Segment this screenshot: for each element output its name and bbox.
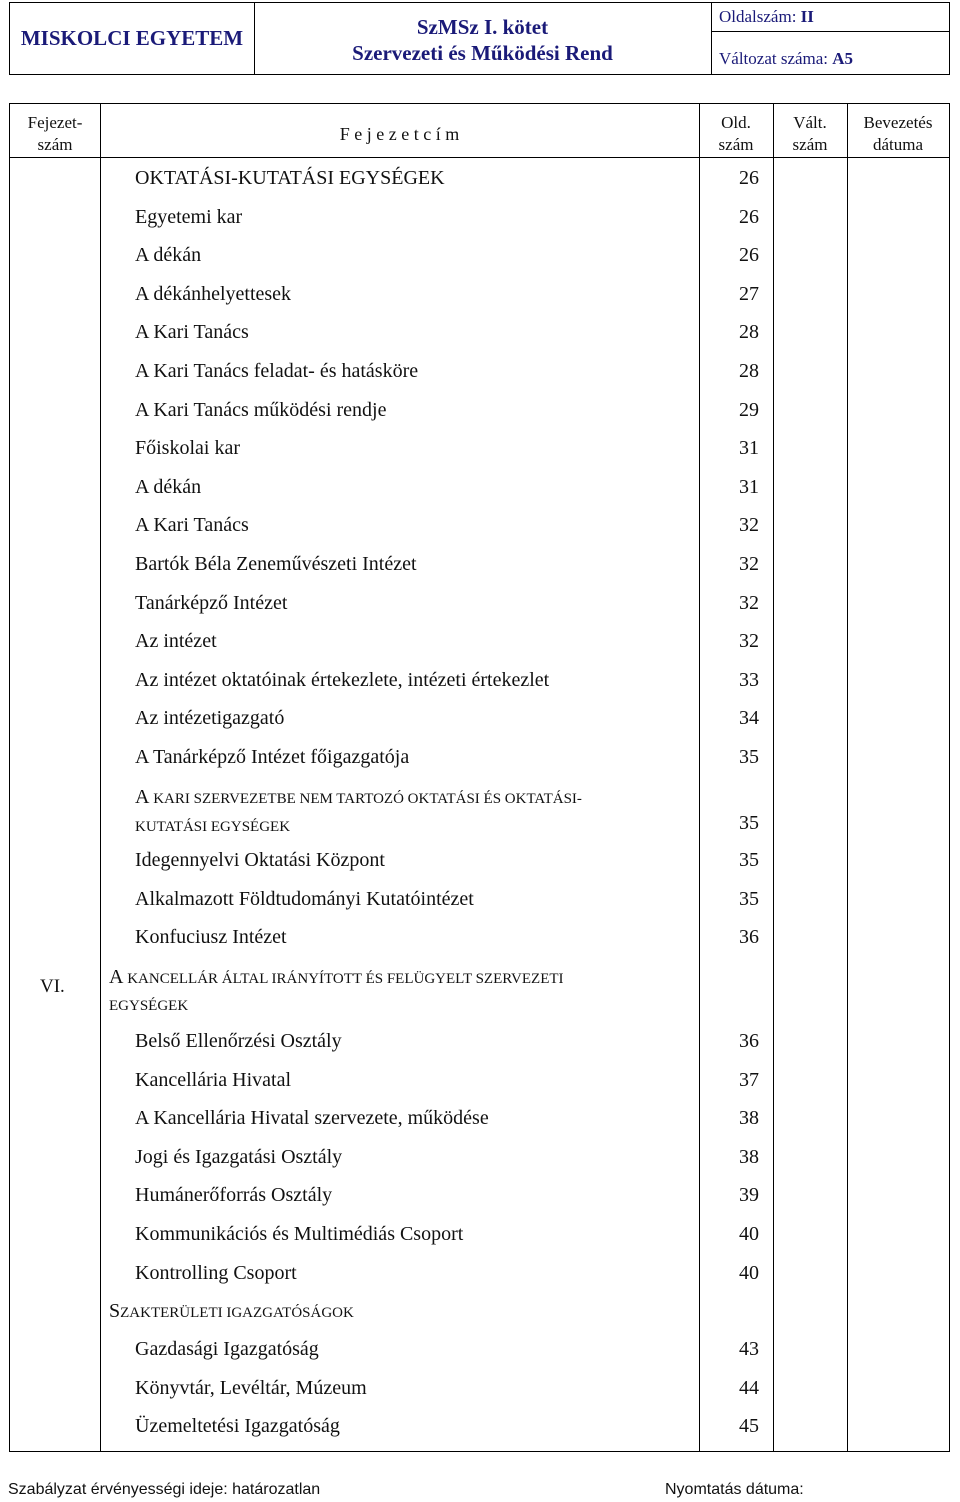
- toc-entry-page: 43: [739, 1338, 759, 1360]
- toc-entry[interactable]: [135, 1376, 765, 1402]
- toc-entry-page: 35: [739, 812, 759, 834]
- toc-entry-title: Az intézetigazgató: [135, 707, 285, 730]
- version-number: [711, 48, 949, 70]
- version-number-value: A5: [832, 49, 854, 68]
- page-number-label: Oldalszám:: [719, 7, 801, 26]
- toc-entry[interactable]: [135, 1337, 765, 1363]
- toc-entry[interactable]: [135, 1183, 765, 1209]
- toc-entry-initial: O: [135, 167, 150, 189]
- toc-entry-title: Idegennyelvi Oktatási Központ: [135, 849, 385, 871]
- footer-validity: Szabályzat érvényességi ideje: határozatlan: [8, 1481, 321, 1498]
- document-title: [254, 3, 712, 74]
- toc-entry[interactable]: [135, 552, 765, 578]
- toc-entry[interactable]: [135, 475, 765, 501]
- toc-entry-page: 28: [739, 360, 759, 382]
- toc-entry-page: 29: [739, 398, 759, 421]
- toc-entry[interactable]: [135, 1029, 765, 1055]
- toc-entry-page: 34: [739, 707, 759, 730]
- toc-entry-title-line2: [109, 992, 188, 1018]
- toc-entry[interactable]: [135, 1068, 765, 1094]
- toc-entry-page: 27: [739, 282, 759, 305]
- toc-entry-title: Alkalmazott Földtudományi Kutatóintézet: [135, 887, 474, 910]
- toc-entry-title: Főiskolai kar: [135, 437, 240, 460]
- toc-entry[interactable]: [135, 436, 765, 462]
- version-number-label: Változat száma:: [719, 49, 833, 68]
- column-header-title: F e j e z e t c í m: [339, 124, 460, 144]
- document-title-volume: SzMSz I. kötet: [416, 15, 549, 39]
- toc-entry-title: A Kancellária Hivatal szervezete, működése: [135, 1107, 489, 1130]
- column-header-version-line1: Vált.: [793, 113, 827, 132]
- toc-entry[interactable]: [135, 1145, 765, 1171]
- toc-entry[interactable]: [135, 1222, 765, 1248]
- toc-entry-title-line1: [135, 785, 582, 811]
- column-divider: [847, 104, 848, 1451]
- toc-entry[interactable]: [135, 745, 765, 771]
- toc-entry-chancellor-units[interactable]: [109, 965, 749, 1017]
- toc-entry-title: Az intézet oktatóinak értekezlete, intézeti értekezlet: [135, 668, 550, 691]
- toc-entry[interactable]: [135, 166, 765, 192]
- toc-entry-smallcaps: KARI SZERVEZETBE NEM TARTOZÓ OKTATÁSI ÉS OKTATÁSI-: [149, 791, 582, 807]
- toc-entry-initial: A: [135, 786, 150, 808]
- page-number-value: II: [800, 7, 814, 26]
- toc-entry[interactable]: [135, 1414, 765, 1440]
- toc-entry-title: A Kari Tanács: [135, 321, 249, 344]
- toc-entry-smallcaps: KANCELLÁR ÁLTAL IRÁNYÍTOTT ÉS FELÜGYELT SZERVEZETI: [123, 971, 564, 987]
- toc-entry-title: Humánerőforrás Osztály: [135, 1184, 333, 1207]
- toc-entry[interactable]: [135, 243, 765, 269]
- toc-entry-title: Konfuciusz Intézet: [135, 926, 287, 949]
- toc-entry-page: 35: [739, 746, 759, 768]
- toc-entry-title-line1: [109, 965, 564, 991]
- toc-entry-page: 33: [739, 668, 759, 691]
- toc-entry-title: Kancellária Hivatal: [135, 1068, 292, 1091]
- toc-entry-page: 36: [739, 926, 759, 949]
- toc-entry-title: Üzemeltetési Igazgatóság: [135, 1415, 340, 1438]
- toc-entry-page: 32: [739, 553, 759, 575]
- university-name: MISKOLCI EGYETEM: [10, 3, 255, 74]
- toc-entry-title: A Tanárképző Intézet főigazgatója: [135, 746, 410, 768]
- toc-entry-smallcaps: KTATÁSI-KUTATÁSI EGYSÉGEK: [149, 167, 445, 189]
- toc-entry[interactable]: [135, 398, 765, 424]
- toc-entry-title: A dékán: [135, 475, 202, 498]
- toc-entry-title: Könyvtár, Levéltár, Múzeum: [135, 1376, 367, 1399]
- toc-entry-smallcaps: KUTATÁSI EGYSÉGEK: [135, 819, 291, 835]
- toc-entry-title: Egyetemi kar: [135, 205, 243, 228]
- toc-entry[interactable]: [135, 205, 765, 231]
- toc-entry-title: Az intézet: [135, 630, 217, 653]
- toc-entry[interactable]: [135, 887, 765, 913]
- column-header-chapter-line2: szám: [37, 135, 73, 154]
- toc-entry-title: Belső Ellenőrzési Osztály: [135, 1030, 342, 1052]
- toc-entry-smallcaps: ZAKTERÜLETI IGAZGATÓSÁGOK: [120, 1305, 354, 1321]
- toc-entry-page: 35: [739, 849, 759, 871]
- toc-entry[interactable]: [135, 320, 765, 346]
- toc-entry[interactable]: [135, 848, 765, 874]
- toc-entry-title: Jogi és Igazgatási Osztály: [135, 1145, 343, 1168]
- column-header-page: [699, 112, 773, 156]
- toc-entry-page: 28: [739, 321, 759, 344]
- toc-entry-title: Gazdasági Igazgatóság: [135, 1338, 319, 1360]
- page-number: [711, 3, 949, 32]
- column-header-intro-line1: Bevezetés: [863, 113, 933, 132]
- toc-entry-page: 44: [739, 1376, 759, 1399]
- column-header-page-line1: Old.: [721, 113, 751, 132]
- column-header-chapter-line1: Fejezet-: [27, 113, 83, 132]
- toc-entry-title: [109, 1299, 354, 1325]
- column-header-version-line2: szám: [792, 135, 828, 154]
- document-meta: [711, 3, 949, 74]
- toc-entry-page: 31: [739, 475, 759, 498]
- toc-entry-title: [135, 166, 445, 190]
- toc-entry-title: Bartók Béla Zeneművészeti Intézet: [135, 553, 417, 575]
- toc-entry[interactable]: [135, 706, 765, 732]
- toc-entry-page: 32: [739, 514, 759, 537]
- toc-entry-page: 26: [739, 167, 759, 189]
- toc-entry[interactable]: [135, 629, 765, 655]
- toc-entry[interactable]: [135, 513, 765, 539]
- toc-entry-title: A dékán: [135, 244, 202, 267]
- toc-entry-page: 32: [739, 591, 759, 614]
- toc-entry[interactable]: [135, 1261, 765, 1287]
- toc-entry-directorates[interactable]: [109, 1299, 749, 1325]
- toc-entry-title: Kontrolling Csoport: [135, 1261, 297, 1284]
- toc-entry-title-line2: [135, 813, 290, 839]
- toc-entry-nonfaculty-units[interactable]: [135, 785, 765, 841]
- column-header-page-line2: szám: [718, 135, 754, 154]
- toc-entry-page: 35: [739, 887, 759, 910]
- column-divider: [773, 104, 774, 1451]
- toc-entry-page: 40: [739, 1261, 759, 1284]
- toc-entry-title: Tanárképző Intézet: [135, 591, 288, 614]
- toc-entry-page: 26: [739, 205, 759, 228]
- toc-entry-initial: S: [109, 1300, 121, 1322]
- toc-entry-page: 26: [739, 244, 759, 267]
- toc-entry-page: 45: [739, 1415, 759, 1438]
- toc-entry-title: A Kari Tanács feladat- és hatásköre: [135, 360, 419, 382]
- column-header-version: [773, 112, 847, 156]
- toc-entry[interactable]: [135, 668, 765, 694]
- footer-print-date: Nyomtatás dátuma:: [665, 1481, 804, 1498]
- toc-entry[interactable]: [135, 1106, 765, 1132]
- toc-entry-smallcaps: EGYSÉGEK: [109, 998, 189, 1014]
- column-header-intro-line2: dátuma: [872, 135, 924, 154]
- toc-entry-page: 37: [739, 1068, 759, 1091]
- toc-entry-title: A dékánhelyettesek: [135, 282, 292, 305]
- chapter-number: VI.: [40, 976, 65, 997]
- column-header-chapter: [10, 112, 100, 156]
- document-header: [9, 2, 950, 75]
- column-divider: [100, 104, 101, 1451]
- toc-entry[interactable]: [135, 591, 765, 617]
- column-header-intro-date: [847, 112, 949, 156]
- toc-entry-page: 38: [739, 1107, 759, 1130]
- toc-entry-page: 39: [739, 1184, 759, 1207]
- toc-entry-page: 36: [739, 1030, 759, 1052]
- toc-entry-page: 32: [739, 630, 759, 653]
- toc-entry[interactable]: [135, 925, 765, 951]
- toc-entry-title: A Kari Tanács működési rendje: [135, 398, 387, 421]
- toc-entry[interactable]: [135, 359, 765, 385]
- toc-entry[interactable]: [135, 282, 765, 308]
- toc-entry-page: 38: [739, 1145, 759, 1168]
- toc-entry-page: 40: [739, 1223, 759, 1245]
- toc-entry-initial: A: [109, 966, 124, 988]
- document-title-name: Szervezeti és Működési Rend: [352, 41, 613, 65]
- toc-entry-title: Kommunikációs és Multimédiás Csoport: [135, 1223, 464, 1245]
- header-divider: [10, 157, 949, 158]
- toc-entry-page: 31: [739, 437, 759, 460]
- toc-entry-title: A Kari Tanács: [135, 514, 249, 537]
